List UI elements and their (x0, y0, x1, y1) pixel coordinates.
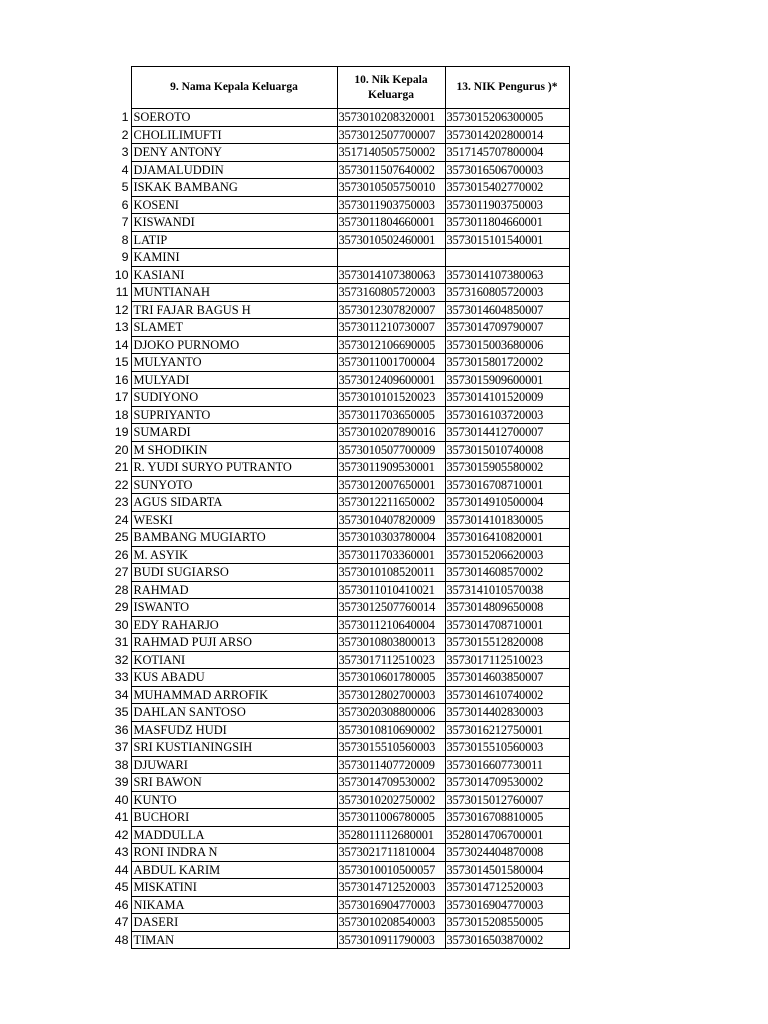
nik-pengurus-cell: 3573016607730011 (445, 756, 569, 774)
row-number: 44 (108, 861, 131, 879)
row-number: 17 (108, 389, 131, 407)
nama-kepala-keluarga-cell: DASERI (131, 914, 337, 932)
nama-kepala-keluarga-cell: MUHAMMAD ARROFIK (131, 686, 337, 704)
table-row (108, 109, 569, 127)
nik-pengurus-cell: 3573015801720002 (445, 354, 569, 372)
row-number: 3 (108, 144, 131, 162)
row-number: 12 (108, 301, 131, 319)
nik-kepala-keluarga-cell: 3573014712520003 (337, 879, 445, 897)
nik-kepala-keluarga-cell: 3573011210730007 (337, 319, 445, 337)
row-number: 10 (108, 266, 131, 284)
nik-pengurus-cell: 3573016103720003 (445, 406, 569, 424)
nik-pengurus-cell: 3573014809650008 (445, 599, 569, 617)
row-number: 21 (108, 459, 131, 477)
nik-kepala-keluarga-cell: 3573010810690002 (337, 721, 445, 739)
nik-kepala-keluarga-cell: 3573010502460001 (337, 231, 445, 249)
nik-kepala-keluarga-cell: 3573014709530002 (337, 774, 445, 792)
nik-pengurus-cell: 3573011903750003 (445, 196, 569, 214)
row-number: 9 (108, 249, 131, 267)
nik-kepala-keluarga-cell: 3573010507700009 (337, 441, 445, 459)
nama-kepala-keluarga-cell: M. ASYIK (131, 546, 337, 564)
row-number: 38 (108, 756, 131, 774)
table-row (108, 266, 569, 284)
nik-pengurus-cell: 3573015003680006 (445, 336, 569, 354)
table-row (108, 651, 569, 669)
nama-kepala-keluarga-cell: TRI FAJAR BAGUS H (131, 301, 337, 319)
nik-pengurus-cell: 3573014610740002 (445, 686, 569, 704)
nama-kepala-keluarga-cell: WESKI (131, 511, 337, 529)
table-row (108, 739, 569, 757)
table-row (108, 284, 569, 302)
nik-pengurus-cell: 3573014709790007 (445, 319, 569, 337)
nama-kepala-keluarga-cell: MADDULLA (131, 826, 337, 844)
nama-kepala-keluarga-cell: BUCHORI (131, 809, 337, 827)
nama-kepala-keluarga-cell: KOTIANI (131, 651, 337, 669)
nama-kepala-keluarga-cell: SUPRIYANTO (131, 406, 337, 424)
row-number: 4 (108, 161, 131, 179)
row-number: 35 (108, 704, 131, 722)
nik-pengurus-cell: 3573014402830003 (445, 704, 569, 722)
table-row (108, 476, 569, 494)
nik-pengurus-cell: 3573015206300005 (445, 109, 569, 127)
row-number: 42 (108, 826, 131, 844)
nama-kepala-keluarga-cell: DJUWARI (131, 756, 337, 774)
nik-pengurus-cell: 3573014412700007 (445, 424, 569, 442)
nik-pengurus-cell: 3573015206620003 (445, 546, 569, 564)
nama-kepala-keluarga-cell: MASFUDZ HUDI (131, 721, 337, 739)
nama-kepala-keluarga-cell: ISKAK BAMBANG (131, 179, 337, 197)
row-number: 39 (108, 774, 131, 792)
nama-kepala-keluarga-cell: DAHLAN SANTOSO (131, 704, 337, 722)
nik-kepala-keluarga-cell: 3573011703360001 (337, 546, 445, 564)
row-number: 28 (108, 581, 131, 599)
nik-kepala-keluarga-cell: 3573021711810004 (337, 844, 445, 862)
table-row (108, 914, 569, 932)
nama-kepala-keluarga-cell: SRI KUSTIANINGSIH (131, 739, 337, 757)
table-row (108, 896, 569, 914)
nik-pengurus-cell: 3573016212750001 (445, 721, 569, 739)
row-number: 7 (108, 214, 131, 232)
row-number-header (108, 67, 131, 109)
table-row (108, 564, 569, 582)
table-row (108, 581, 569, 599)
nik-kepala-keluarga-cell: 3573011407720009 (337, 756, 445, 774)
nik-kepala-keluarga-cell: 3573011001700004 (337, 354, 445, 372)
family-head-table (108, 66, 570, 949)
nama-kepala-keluarga-cell: TIMAN (131, 931, 337, 949)
nik-pengurus-cell: 3573024404870008 (445, 844, 569, 862)
nik-kepala-keluarga-cell: 3573020308800006 (337, 704, 445, 722)
table-row (108, 371, 569, 389)
row-number: 29 (108, 599, 131, 617)
table-row (108, 529, 569, 547)
row-number: 19 (108, 424, 131, 442)
row-number: 23 (108, 494, 131, 512)
table-row (108, 389, 569, 407)
row-number: 6 (108, 196, 131, 214)
header-row (108, 67, 569, 109)
nama-kepala-keluarga-cell: RONI INDRA N (131, 844, 337, 862)
row-number: 15 (108, 354, 131, 372)
nama-kepala-keluarga-cell: KOSENI (131, 196, 337, 214)
nik-kepala-keluarga-cell: 3573012507760014 (337, 599, 445, 617)
nama-kepala-keluarga-cell: RAHMAD (131, 581, 337, 599)
nik-pengurus-cell: 3573016506700003 (445, 161, 569, 179)
nik-kepala-keluarga-cell: 3573010407820009 (337, 511, 445, 529)
table-row (108, 791, 569, 809)
header-nik-kepala-keluarga: 10. Nik Kepala Keluarga (337, 67, 445, 109)
nik-kepala-keluarga-cell: 3573012507700007 (337, 126, 445, 144)
nama-kepala-keluarga-cell: KUNTO (131, 791, 337, 809)
nik-pengurus-cell: 3573014910500004 (445, 494, 569, 512)
nama-kepala-keluarga-cell: BUDI SUGIARSO (131, 564, 337, 582)
nik-kepala-keluarga-cell: 3573012802700003 (337, 686, 445, 704)
nik-pengurus-cell: 3573014708710001 (445, 616, 569, 634)
nik-kepala-keluarga-cell: 3573012211650002 (337, 494, 445, 512)
row-number: 33 (108, 669, 131, 687)
table-row (108, 231, 569, 249)
nama-kepala-keluarga-cell: MUNTIANAH (131, 284, 337, 302)
row-number: 31 (108, 634, 131, 652)
nik-kepala-keluarga-cell: 3573012106690005 (337, 336, 445, 354)
row-number: 16 (108, 371, 131, 389)
nama-kepala-keluarga-cell: SUMARDI (131, 424, 337, 442)
nik-pengurus-cell: 3517145707800004 (445, 144, 569, 162)
table-row (108, 931, 569, 949)
nik-pengurus-cell: 3573160805720003 (445, 284, 569, 302)
header-nama-kepala-keluarga: 9. Nama Kepala Keluarga (131, 67, 337, 109)
nama-kepala-keluarga-cell: CHOLILIMUFTI (131, 126, 337, 144)
table-row (108, 756, 569, 774)
nik-kepala-keluarga-cell: 3573010208320001 (337, 109, 445, 127)
nik-kepala-keluarga-cell: 3573010010500057 (337, 861, 445, 879)
row-number: 45 (108, 879, 131, 897)
nik-kepala-keluarga-cell: 3573011507640002 (337, 161, 445, 179)
table-row (108, 826, 569, 844)
nik-pengurus-cell: 3573014101520009 (445, 389, 569, 407)
row-number: 20 (108, 441, 131, 459)
table-row (108, 301, 569, 319)
row-number: 11 (108, 284, 131, 302)
table-row (108, 336, 569, 354)
nama-kepala-keluarga-cell: KISWANDI (131, 214, 337, 232)
nik-kepala-keluarga-cell: 3573012409600001 (337, 371, 445, 389)
nik-pengurus-cell: 3573014202800014 (445, 126, 569, 144)
nik-kepala-keluarga-cell: 3517140505750002 (337, 144, 445, 162)
nik-pengurus-cell: 3573014107380063 (445, 266, 569, 284)
row-number: 30 (108, 616, 131, 634)
nik-pengurus-cell: 3573016708810005 (445, 809, 569, 827)
table-body (108, 109, 569, 949)
nama-kepala-keluarga-cell: KUS ABADU (131, 669, 337, 687)
row-number: 8 (108, 231, 131, 249)
nama-kepala-keluarga-cell: MISKATINI (131, 879, 337, 897)
nik-pengurus-cell: 3573014608570002 (445, 564, 569, 582)
nama-kepala-keluarga-cell: SLAMET (131, 319, 337, 337)
table-row (108, 669, 569, 687)
nama-kepala-keluarga-cell: R. YUDI SURYO PUTRANTO (131, 459, 337, 477)
nik-kepala-keluarga-cell: 3573012307820007 (337, 301, 445, 319)
nik-pengurus-cell: 3573141010570038 (445, 581, 569, 599)
nama-kepala-keluarga-cell: BAMBANG MUGIARTO (131, 529, 337, 547)
table-row (108, 249, 569, 267)
nik-kepala-keluarga-cell: 3573160805720003 (337, 284, 445, 302)
nik-pengurus-cell: 3573011804660001 (445, 214, 569, 232)
nik-kepala-keluarga-cell: 3573010303780004 (337, 529, 445, 547)
nama-kepala-keluarga-cell: EDY RAHARJO (131, 616, 337, 634)
nik-kepala-keluarga-cell: 3573011909530001 (337, 459, 445, 477)
row-number: 40 (108, 791, 131, 809)
nik-kepala-keluarga-cell: 3573010505750010 (337, 179, 445, 197)
nama-kepala-keluarga-cell: KAMINI (131, 249, 337, 267)
nik-pengurus-cell: 3573017112510023 (445, 651, 569, 669)
nik-pengurus-cell: 3573015402770002 (445, 179, 569, 197)
nik-kepala-keluarga-cell: 3573010101520023 (337, 389, 445, 407)
nik-pengurus-cell: 3573015101540001 (445, 231, 569, 249)
nik-kepala-keluarga-cell: 3573016904770003 (337, 896, 445, 914)
nik-pengurus-cell: 3573015208550005 (445, 914, 569, 932)
table-row (108, 441, 569, 459)
nama-kepala-keluarga-cell: KASIANI (131, 266, 337, 284)
table-row (108, 879, 569, 897)
row-number: 25 (108, 529, 131, 547)
nama-kepala-keluarga-cell: ISWANTO (131, 599, 337, 617)
nik-kepala-keluarga-cell: 3573011010410021 (337, 581, 445, 599)
nik-pengurus-cell: 3528014706700001 (445, 826, 569, 844)
table-row (108, 616, 569, 634)
nik-pengurus-cell: 3573014709530002 (445, 774, 569, 792)
row-number: 24 (108, 511, 131, 529)
nik-kepala-keluarga-cell: 3573010911790003 (337, 931, 445, 949)
nama-kepala-keluarga-cell: SUDIYONO (131, 389, 337, 407)
table-row (108, 144, 569, 162)
nik-kepala-keluarga-cell: 3573010207890016 (337, 424, 445, 442)
nik-pengurus-cell: 3573014604850007 (445, 301, 569, 319)
table-row (108, 686, 569, 704)
row-number: 13 (108, 319, 131, 337)
nik-kepala-keluarga-cell: 3573010208540003 (337, 914, 445, 932)
nik-pengurus-cell: 3573014712520003 (445, 879, 569, 897)
nik-kepala-keluarga-cell: 3573015510560003 (337, 739, 445, 757)
row-number: 34 (108, 686, 131, 704)
row-number: 27 (108, 564, 131, 582)
row-number: 26 (108, 546, 131, 564)
table-row (108, 126, 569, 144)
table-row (108, 179, 569, 197)
nik-pengurus-cell: 3573015905580002 (445, 459, 569, 477)
table-row (108, 459, 569, 477)
table-row (108, 599, 569, 617)
table-row (108, 214, 569, 232)
nik-pengurus-cell: 3573015512820008 (445, 634, 569, 652)
nik-kepala-keluarga-cell: 3528011112680001 (337, 826, 445, 844)
nik-pengurus-cell: 3573015012760007 (445, 791, 569, 809)
row-number: 18 (108, 406, 131, 424)
row-number: 41 (108, 809, 131, 827)
table-row (108, 861, 569, 879)
nik-pengurus-cell: 3573015909600001 (445, 371, 569, 389)
table-row (108, 424, 569, 442)
table-row (108, 319, 569, 337)
nik-kepala-keluarga-cell: 3573011210640004 (337, 616, 445, 634)
nik-kepala-keluarga-cell: 3573011804660001 (337, 214, 445, 232)
table-row (108, 354, 569, 372)
table-row (108, 809, 569, 827)
table-row (108, 406, 569, 424)
row-number: 22 (108, 476, 131, 494)
nama-kepala-keluarga-cell: NIKAMA (131, 896, 337, 914)
nik-kepala-keluarga-cell: 3573010803800013 (337, 634, 445, 652)
table-row (108, 704, 569, 722)
table-row (108, 546, 569, 564)
row-number: 43 (108, 844, 131, 862)
nik-pengurus-cell: 3573016708710001 (445, 476, 569, 494)
row-number: 5 (108, 179, 131, 197)
table-row (108, 511, 569, 529)
table-row (108, 494, 569, 512)
nik-pengurus-cell: 3573014603850007 (445, 669, 569, 687)
row-number: 14 (108, 336, 131, 354)
row-number: 32 (108, 651, 131, 669)
nama-kepala-keluarga-cell: M SHODIKIN (131, 441, 337, 459)
row-number: 47 (108, 914, 131, 932)
nama-kepala-keluarga-cell: DENY ANTONY (131, 144, 337, 162)
row-number: 2 (108, 126, 131, 144)
nik-pengurus-cell: 3573016410820001 (445, 529, 569, 547)
nama-kepala-keluarga-cell: LATIP (131, 231, 337, 249)
header-nik-pengurus: 13. NIK Pengurus )* (445, 67, 569, 109)
nama-kepala-keluarga-cell: DJOKO PURNOMO (131, 336, 337, 354)
table-row (108, 196, 569, 214)
nik-pengurus-cell: 3573016503870002 (445, 931, 569, 949)
nama-kepala-keluarga-cell: ABDUL KARIM (131, 861, 337, 879)
table-row (108, 844, 569, 862)
nik-pengurus-cell: 3573016904770003 (445, 896, 569, 914)
nama-kepala-keluarga-cell: AGUS SIDARTA (131, 494, 337, 512)
nik-kepala-keluarga-cell: 3573017112510023 (337, 651, 445, 669)
nama-kepala-keluarga-cell: DJAMALUDDIN (131, 161, 337, 179)
row-number: 48 (108, 931, 131, 949)
nama-kepala-keluarga-cell: RAHMAD PUJI ARSO (131, 634, 337, 652)
nik-kepala-keluarga-cell: 3573014107380063 (337, 266, 445, 284)
nik-kepala-keluarga-cell: 3573011006780005 (337, 809, 445, 827)
nik-kepala-keluarga-cell (337, 249, 445, 267)
nama-kepala-keluarga-cell: SOEROTO (131, 109, 337, 127)
table-row (108, 634, 569, 652)
nik-kepala-keluarga-cell: 3573011703650005 (337, 406, 445, 424)
nik-pengurus-cell: 3573014101830005 (445, 511, 569, 529)
row-number: 37 (108, 739, 131, 757)
row-number: 1 (108, 109, 131, 127)
nama-kepala-keluarga-cell: SRI BAWON (131, 774, 337, 792)
row-number: 36 (108, 721, 131, 739)
table-row (108, 774, 569, 792)
nik-kepala-keluarga-cell: 3573011903750003 (337, 196, 445, 214)
nik-pengurus-cell (445, 249, 569, 267)
nik-kepala-keluarga-cell: 3573010601780005 (337, 669, 445, 687)
nik-pengurus-cell: 3573014501580004 (445, 861, 569, 879)
nik-pengurus-cell: 3573015010740008 (445, 441, 569, 459)
table-row (108, 721, 569, 739)
table-row (108, 161, 569, 179)
nama-kepala-keluarga-cell: SUNYOTO (131, 476, 337, 494)
nik-kepala-keluarga-cell: 3573010108520011 (337, 564, 445, 582)
row-number: 46 (108, 896, 131, 914)
nik-kepala-keluarga-cell: 3573012007650001 (337, 476, 445, 494)
nama-kepala-keluarga-cell: MULYANTO (131, 354, 337, 372)
nik-kepala-keluarga-cell: 3573010202750002 (337, 791, 445, 809)
spreadsheet (108, 66, 570, 949)
nik-pengurus-cell: 3573015510560003 (445, 739, 569, 757)
nama-kepala-keluarga-cell: MULYADI (131, 371, 337, 389)
